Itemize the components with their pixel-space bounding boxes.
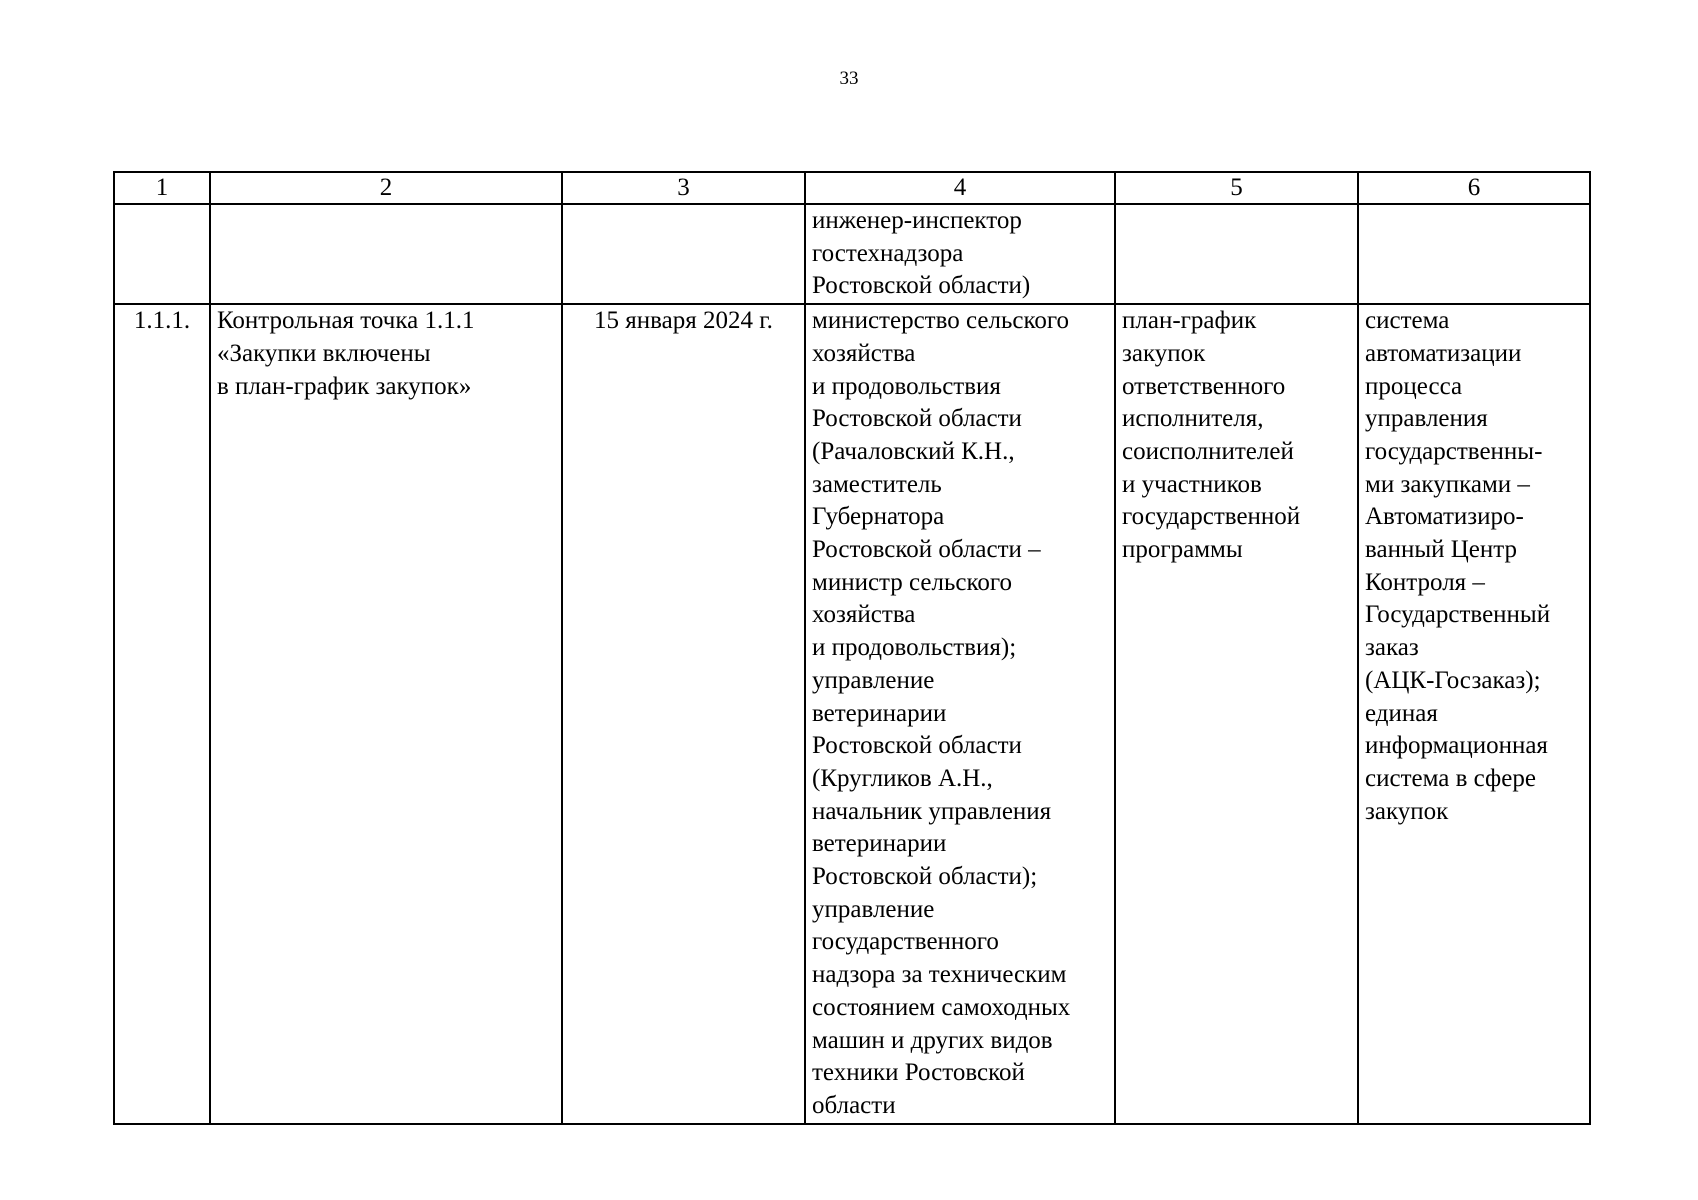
text-line: управление bbox=[812, 666, 935, 694]
header-col-6: 6 bbox=[1358, 172, 1590, 204]
text-line: машин и других видов bbox=[812, 1026, 1053, 1054]
text-line: министерство сельского bbox=[812, 307, 1069, 335]
text-line: инженер-инспектор bbox=[812, 207, 1022, 234]
text-line: (Кругликов А.Н., bbox=[812, 764, 993, 792]
responsible-executor-text bbox=[812, 305, 1108, 1123]
text-line: (АЦК-Госзаказ); bbox=[1365, 666, 1541, 694]
text-line: система bbox=[1365, 307, 1450, 335]
text-line: области bbox=[812, 1091, 896, 1119]
text-line: план-график bbox=[1122, 307, 1257, 335]
text-line: ветеринарии bbox=[812, 699, 947, 727]
header-col-3: 3 bbox=[562, 172, 805, 204]
text-line: и участников bbox=[1122, 470, 1262, 498]
document-type bbox=[1115, 304, 1358, 1124]
text-line: Автоматизиро- bbox=[1365, 503, 1524, 531]
text-line: закупок bbox=[1122, 339, 1206, 367]
text-line: заказ bbox=[1365, 634, 1419, 662]
text-line: Ростовской области bbox=[812, 405, 1022, 433]
text-line: информационная bbox=[1365, 732, 1548, 760]
text-line: в план-график закупок» bbox=[217, 372, 472, 400]
text-line: управление bbox=[812, 895, 935, 923]
text-line: заместитель bbox=[812, 470, 942, 498]
control-point-name-text bbox=[217, 305, 555, 403]
text-line: программы bbox=[1122, 536, 1243, 564]
text-line: ветеринарии bbox=[812, 830, 947, 858]
text-line: и продовольствия bbox=[812, 372, 1001, 400]
text-line: Ростовской области bbox=[812, 732, 1022, 760]
responsible-executor bbox=[805, 304, 1115, 1124]
text-line: Контрольная точка 1.1.1 bbox=[217, 307, 475, 335]
header-col-4: 4 bbox=[805, 172, 1115, 204]
text-line: управления bbox=[1365, 405, 1488, 433]
text-line: и продовольствия); bbox=[812, 634, 1017, 662]
information-system-text bbox=[1365, 305, 1583, 828]
text-line: единая bbox=[1365, 699, 1438, 727]
cont-col-3 bbox=[562, 204, 805, 304]
text-line: надзора за техническим bbox=[812, 961, 1067, 989]
text-line: (Рачаловский К.Н., bbox=[812, 437, 1015, 465]
header-col-2: 2 bbox=[210, 172, 562, 204]
table-row-1-1-1 bbox=[114, 304, 1590, 1124]
text-line: начальник управления bbox=[812, 797, 1052, 825]
text-line: Ростовской области – bbox=[812, 536, 1041, 564]
text-line: Контроля – bbox=[1365, 568, 1485, 596]
table-header-row bbox=[114, 172, 1590, 204]
text-line: система в сфере bbox=[1365, 764, 1536, 792]
text-line: состоянием самоходных bbox=[812, 993, 1071, 1021]
text-line: министр сельского bbox=[812, 568, 1013, 596]
cont-col-5 bbox=[1115, 204, 1358, 304]
text-line: хозяйства bbox=[812, 601, 916, 629]
cont-col-6 bbox=[1358, 204, 1590, 304]
cont-col-1 bbox=[114, 204, 210, 304]
text-line: гостехнадзора bbox=[812, 239, 964, 267]
text-line: исполнителя, bbox=[1122, 405, 1264, 433]
cont-responsible-text bbox=[812, 205, 1108, 303]
header-col-1: 1 bbox=[114, 172, 210, 204]
control-point-name bbox=[210, 304, 562, 1124]
text-line: государственны- bbox=[1365, 437, 1543, 465]
page-number: 33 bbox=[839, 68, 859, 89]
text-line: Губернатора bbox=[812, 503, 945, 531]
cont-col-2 bbox=[210, 204, 562, 304]
information-system bbox=[1358, 304, 1590, 1124]
text-line: Государственный bbox=[1365, 601, 1551, 629]
deadline-date: 15 января 2024 г. bbox=[562, 304, 805, 1124]
text-line: хозяйства bbox=[812, 339, 916, 367]
cont-col-4 bbox=[805, 204, 1115, 304]
text-line: Ростовской области); bbox=[812, 863, 1038, 891]
header-col-5: 5 bbox=[1115, 172, 1358, 204]
text-line: государственного bbox=[812, 928, 999, 956]
text-line: государственной bbox=[1122, 503, 1301, 531]
text-line: ванный Центр bbox=[1365, 536, 1518, 564]
plan-table bbox=[113, 171, 1591, 1125]
text-line: ответственного bbox=[1122, 372, 1286, 400]
row-number: 1.1.1. bbox=[114, 304, 210, 1124]
text-line: автоматизации bbox=[1365, 339, 1522, 367]
text-line: процесса bbox=[1365, 372, 1463, 400]
document-type-text bbox=[1122, 305, 1351, 567]
text-line: соисполнителей bbox=[1122, 437, 1294, 465]
text-line: закупок bbox=[1365, 797, 1449, 825]
text-line: техники Ростовской bbox=[812, 1059, 1025, 1087]
text-line: ми закупками – bbox=[1365, 470, 1530, 498]
text-line: Ростовской области) bbox=[812, 272, 1031, 300]
table-row-continuation bbox=[114, 204, 1590, 304]
text-line: «Закупки включены bbox=[217, 339, 431, 367]
